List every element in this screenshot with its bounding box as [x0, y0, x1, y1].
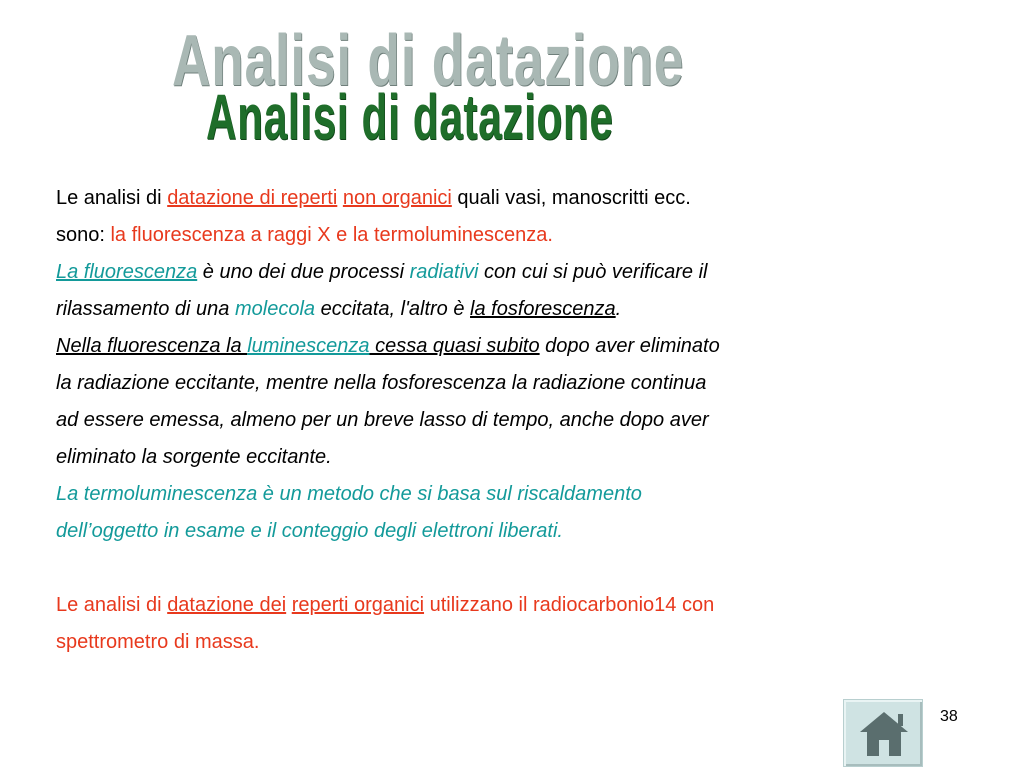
link-fosforescenza[interactable]: la fosforescenza	[470, 298, 616, 320]
link-fluorescenza[interactable]: La fluorescenza	[56, 261, 198, 283]
text-line: ad essere emessa, almeno per un breve lasso di tempo, anche dopo aver	[56, 409, 709, 431]
link-non-organici[interactable]: non organici	[342, 187, 452, 209]
link-reperti-organici[interactable]: reperti organici	[291, 594, 425, 616]
text-line: spettrometro di massa.	[56, 631, 260, 653]
home-button[interactable]	[843, 699, 923, 767]
page-number: 38	[940, 708, 958, 725]
title-shadow: Analisi di datazione	[172, 21, 685, 101]
link-datazione-dei[interactable]: datazione dei	[167, 594, 287, 616]
text-line: La termoluminescenza è un metodo che si basa sul riscaldamento	[56, 483, 642, 505]
home-icon	[858, 708, 910, 760]
text-line: sono: la fluorescenza a raggi X e la termoluminescenza.	[56, 224, 553, 246]
text-line: La fluorescenza è uno dei due processi radiativi con cui si può verificare il	[56, 261, 708, 283]
link-molecola[interactable]: molecola	[234, 298, 316, 320]
text-line: Le analisi di datazione di reperti non organici quali vasi, manoscritti ecc.	[56, 187, 691, 209]
text-line: dell’oggetto in esame e il conteggio degli elettroni liberati.	[56, 520, 563, 542]
text-line: la radiazione eccitante, mentre nella fosforescenza la radiazione continua	[56, 372, 707, 394]
link-luminescenza[interactable]: luminescenza	[247, 335, 370, 357]
text-line: Le analisi di datazione dei reperti organici utilizzano il radiocarbonio14 con	[56, 594, 715, 616]
text-line: rilassamento di una molecola eccitata, l'altro è la fosforescenza.	[56, 298, 622, 320]
link-datazione-reperti[interactable]: datazione di reperti	[167, 187, 338, 209]
text-line: Nella fluorescenza la luminescenza cessa quasi subito dopo aver eliminato	[56, 335, 720, 357]
slide-body	[56, 180, 986, 661]
title-main: Analisi di datazione	[206, 81, 614, 153]
slide-title	[160, 20, 760, 170]
methods-text: la fluorescenza a raggi X e la termoluminescenza.	[110, 224, 553, 246]
link-radiativi[interactable]: radiativi	[409, 261, 479, 283]
text-line: eliminato la sorgente eccitante.	[56, 446, 332, 468]
